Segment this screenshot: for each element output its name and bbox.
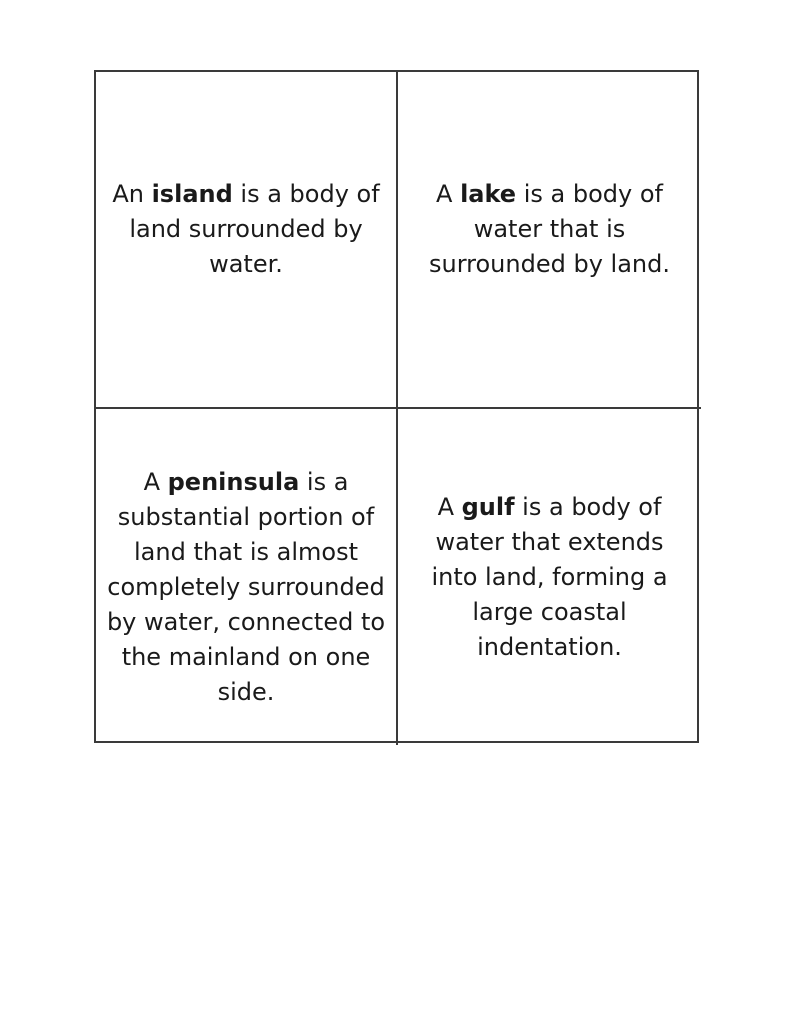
card-term: island <box>151 180 233 208</box>
card-term: lake <box>460 180 517 208</box>
card-lead-text: An <box>112 180 152 208</box>
card-definition <box>102 465 390 710</box>
vocabulary-card-grid <box>94 70 699 743</box>
card-gulf <box>398 409 701 745</box>
card-term: peninsula <box>167 467 300 496</box>
card-definition-text: is a body of water that extends into land, forming a large coastal indentation. <box>431 492 668 661</box>
card-lead-text: A <box>436 180 461 208</box>
card-definition <box>410 490 690 665</box>
card-definition-text: is a body of land surrounded by water. <box>129 180 380 278</box>
card-term: gulf <box>461 492 515 521</box>
card-peninsula <box>96 409 398 745</box>
card-lake <box>398 72 701 409</box>
card-definition <box>111 177 381 282</box>
card-island <box>96 72 398 409</box>
card-definition-text: is a substantial portion of land that is almost completely surrounded by water, connected to the mainland on one side. <box>106 467 386 706</box>
card-definition-text: is a body of water that is surrounded by land. <box>429 180 670 278</box>
card-definition <box>405 177 695 282</box>
card-lead-text: A <box>143 467 168 496</box>
card-lead-text: A <box>437 492 462 521</box>
